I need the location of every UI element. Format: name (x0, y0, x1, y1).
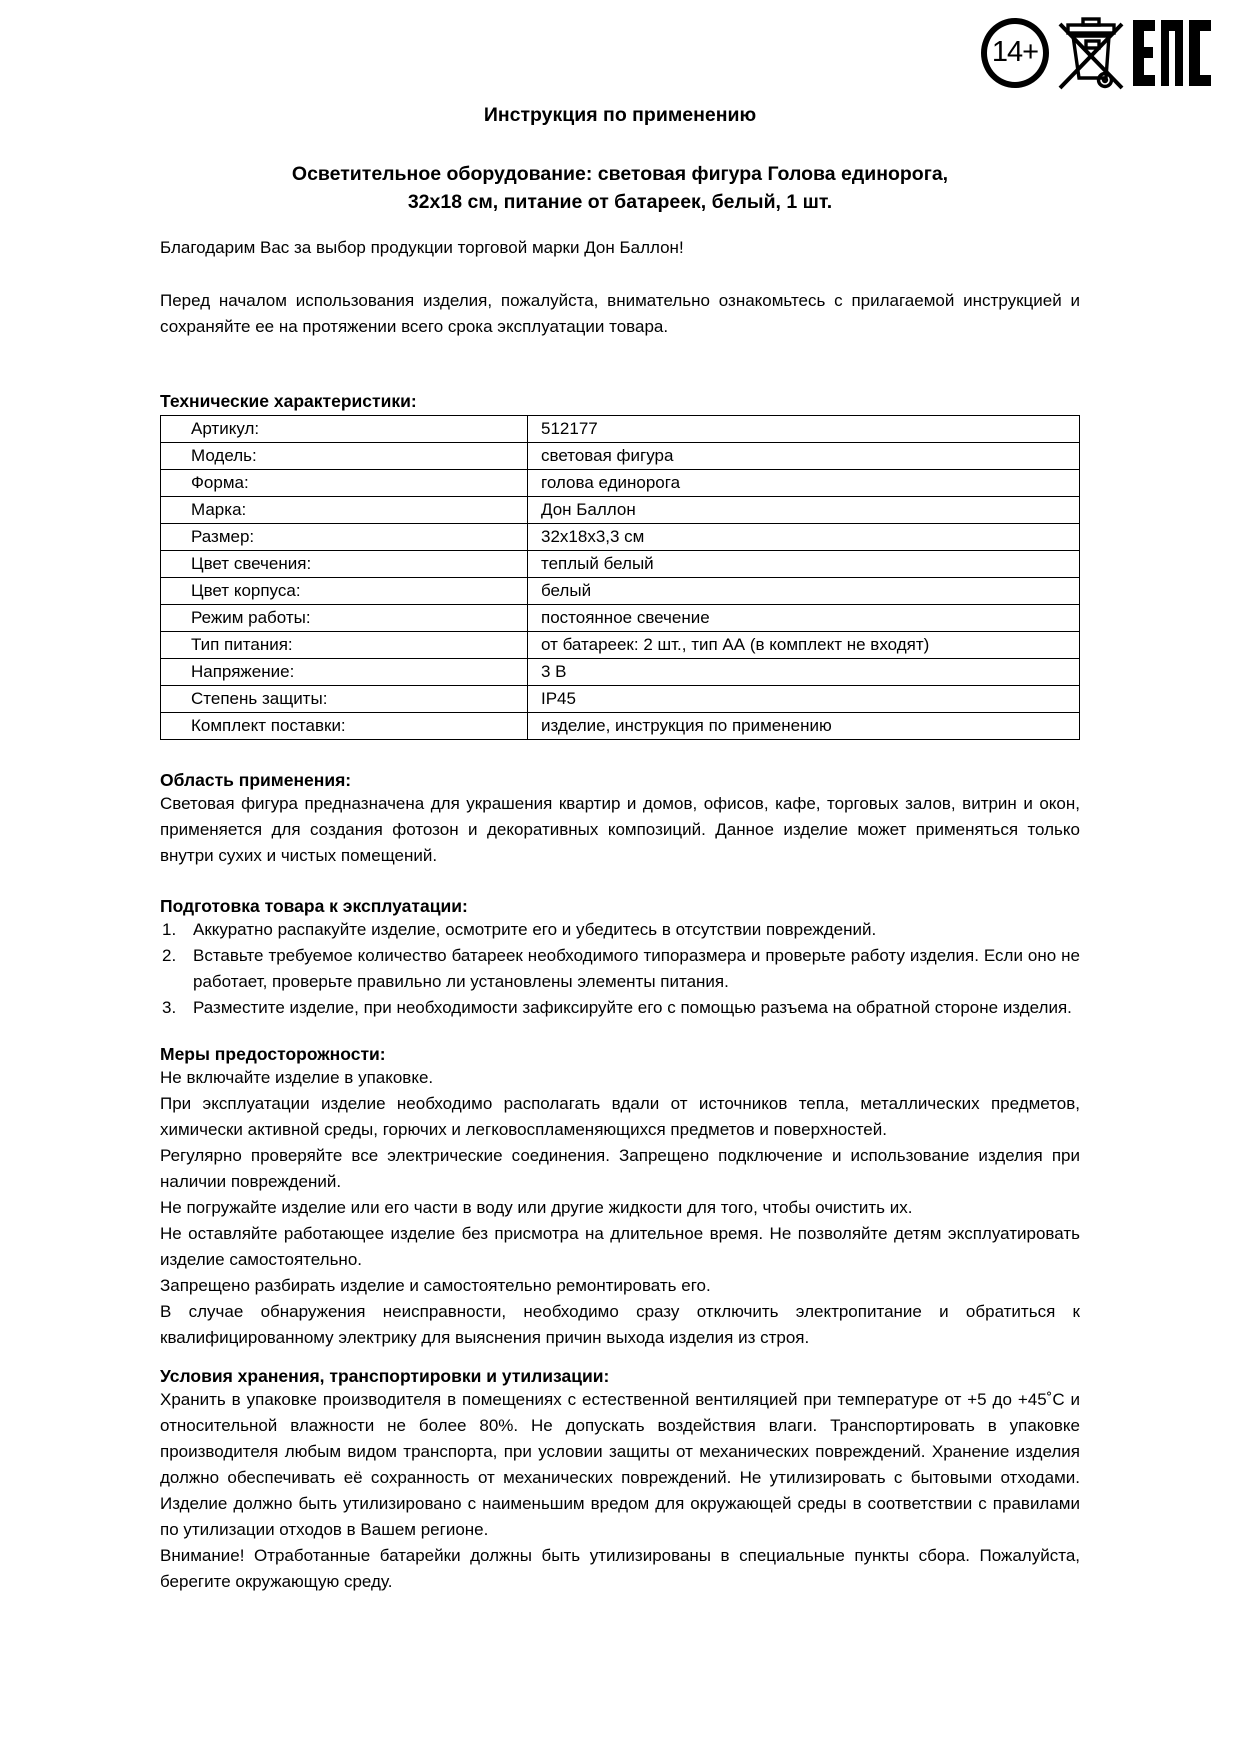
table-row (161, 686, 1080, 713)
spec-label: Комплект поставки: (161, 713, 528, 740)
product-subtitle (160, 160, 1080, 216)
eac-mark-icon (1133, 20, 1211, 86)
intro-note-paragraph: Перед началом использования изделия, пожалуйста, внимательно ознакомьтесь с прилагаемой инструкцией и сохраняйте ее на протяжении всего срока эксплуатации товара. (160, 291, 1080, 336)
safety-paragraph: Не погружайте изделие или его части в воду или другие жидкости для того, чтобы очистить их. (160, 1198, 913, 1217)
spec-label: Напряжение: (161, 659, 528, 686)
safety-heading: Меры предосторожности: (160, 1044, 386, 1064)
spec-label: Цвет корпуса: (161, 578, 528, 605)
spec-value: теплый белый (528, 551, 1080, 578)
table-row (161, 416, 1080, 443)
table-row (161, 524, 1080, 551)
table-row (161, 443, 1080, 470)
safety-paragraph: При эксплуатации изделие необходимо располагать вдали от источников тепла, металлических предметов, химически активной среды, горючих и легковоспламеняющихся предметов и поверхностей. (160, 1094, 1080, 1139)
spec-value: 3 В (528, 659, 1080, 686)
spec-label: Тип питания: (161, 632, 528, 659)
age-rating-icon (981, 18, 1049, 88)
intro-thanks-paragraph: Благодарим Вас за выбор продукции торговой марки Дон Баллон! (160, 238, 684, 257)
safety-paragraph: Регулярно проверяйте все электрические соединения. Запрещено подключение и использование изделия при наличии повреждений. (160, 1146, 1080, 1191)
spec-value: изделие, инструкция по применению (528, 713, 1080, 740)
safety-paragraph: В случае обнаружения неисправности, необходимо сразу отключить электропитание и обратиться к квалифицированному электрику для выяснения причин выхода изделия из строя. (160, 1302, 1080, 1347)
age-rating-text: 14+ (991, 35, 1039, 68)
table-row (161, 578, 1080, 605)
spec-value: IP45 (528, 686, 1080, 713)
page-title: Инструкция по применению (483, 104, 757, 126)
spec-label: Артикул: (161, 416, 528, 443)
safety-paragraph: Запрещено разбирать изделие и самостоятельно ремонтировать его. (160, 1276, 711, 1295)
spec-value: 32х18х3,3 см (528, 524, 1080, 551)
spec-label: Форма: (161, 470, 528, 497)
safety-paragraph: Не включайте изделие в упаковке. (160, 1068, 434, 1087)
table-row (161, 470, 1080, 497)
specs-heading: Технические характеристики: (160, 391, 417, 411)
storage-heading: Условия хранения, транспортировки и утилизации: (160, 1366, 610, 1386)
list-item: Аккуратно распакуйте изделие, осмотрите его и убедитесь в отсутствии повреждений. (193, 920, 877, 939)
application-heading: Область применения: (160, 770, 352, 790)
subtitle-line-2: 32х18 см, питание от батареек, белый, 1 шт. (407, 191, 833, 213)
specs-table (160, 415, 1080, 740)
spec-label: Цвет свечения: (161, 551, 528, 578)
spec-value: световая фигура (528, 443, 1080, 470)
table-row (161, 497, 1080, 524)
spec-value: Дон Баллон (528, 497, 1080, 524)
document-content (0, 104, 1241, 1595)
safety-paragraph: Не оставляйте работающее изделие без присмотра на длительное время. Не позволяйте детям эксплуатировать изделие самостоятельно. (160, 1224, 1080, 1269)
list-item: Разместите изделие, при необходимости зафиксируйте его с помощью разъема на обратной стороне изделия. (193, 998, 1072, 1017)
table-row (161, 713, 1080, 740)
subtitle-line-1: Осветительное оборудование: световая фигура Голова единорога, (291, 163, 949, 185)
weee-bin-icon (1058, 16, 1124, 90)
spec-label: Марка: (161, 497, 528, 524)
table-row (161, 659, 1080, 686)
spec-value: от батареек: 2 шт., тип АА (в комплект не входят) (528, 632, 1080, 659)
spec-label: Размер: (161, 524, 528, 551)
spec-label: Режим работы: (161, 605, 528, 632)
storage-paragraph: Внимание! Отработанные батарейки должны быть утилизированы в специальные пункты сбора. Пожалуйста, берегите окружающую среду. (160, 1546, 1080, 1591)
spec-label: Степень защиты: (161, 686, 528, 713)
spec-value: белый (528, 578, 1080, 605)
preparation-list (160, 917, 1080, 1021)
table-row (161, 551, 1080, 578)
table-row (161, 605, 1080, 632)
spec-value: 512177 (528, 416, 1080, 443)
spec-value: постоянное свечение (528, 605, 1080, 632)
list-item: Вставьте требуемое количество батареек необходимого типоразмера и проверьте работу изделия. Если оно не работает, проверьте правильно ли установлены элементы питания. (193, 946, 1080, 991)
spec-label: Модель: (161, 443, 528, 470)
certification-badges (981, 16, 1211, 90)
application-paragraph: Световая фигура предназначена для украшения квартир и домов, офисов, кафе, торговых залов, витрин и окон, применяется для создания фотозон и декоративных композиций. Данное изделие может применяться только внутри сухих и чистых помещений. (160, 794, 1080, 865)
table-row (161, 632, 1080, 659)
preparation-heading: Подготовка товара к эксплуатации: (160, 896, 468, 916)
spec-value: голова единорога (528, 470, 1080, 497)
storage-paragraph: Хранить в упаковке производителя в помещениях с естественной вентиляцией при температуре от +5 до +45˚С и относительной влажности не более 80%. Не допускать воздействия влаги. Транспортировать в упаковке производителя любым видом транспорта, при условии защиты от механических повреждений. Хранение изделия должно обеспечивать её сохранность от механических повреждений. Не утилизировать с бытовыми отходами. Изделие должно быть утилизировано с наименьшим вредом для окружающей среды в соответствии с правилами по утилизации отходов в Вашем регионе. (160, 1390, 1080, 1539)
